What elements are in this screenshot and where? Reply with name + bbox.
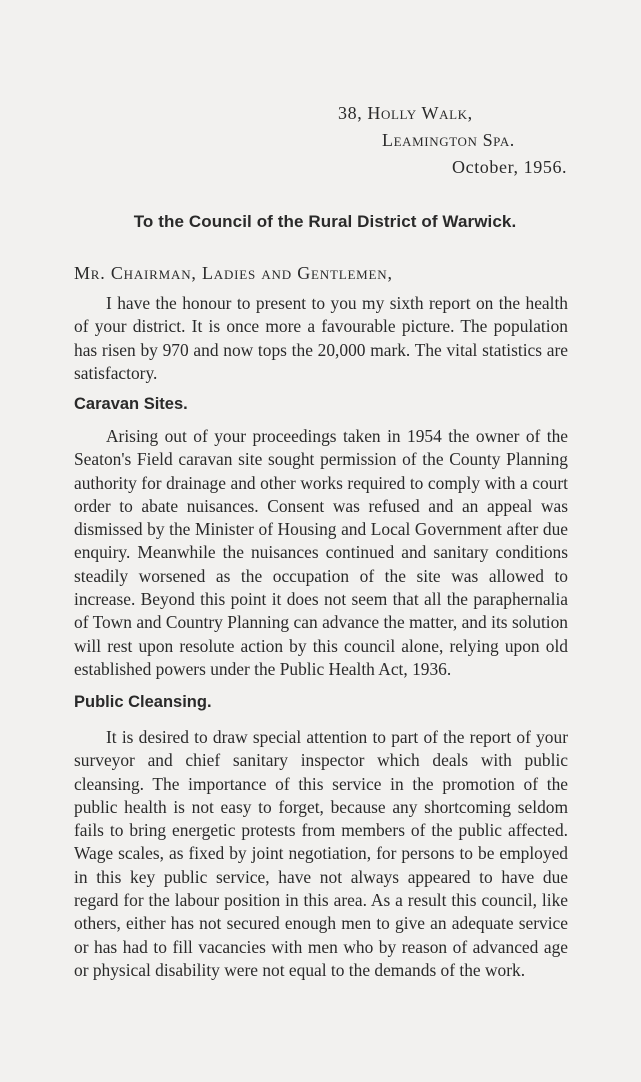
address-town: Leamington Spa. (382, 130, 515, 150)
salutation: Mr. Chairman, Ladies and Gentlemen, (74, 263, 393, 283)
intro-paragraph: I have the honour to present to you my sixth report on the health of your district. It is once more a favourable picture. The population has risen by 970 and now tops the 20,000 mark. The vital statistics are satisfactory. (74, 293, 568, 383)
address-date: October, 1956. (452, 157, 568, 177)
letter-title: To the Council of the Rural District of Warwick. (133, 212, 517, 231)
section-text-public-cleansing: It is desired to draw special attention to part of the report of your surveyor and chief sanitary inspector which deals with public cleansing. The importance of this service in the promotion of the public health is not easy to forget, because any shortcoming seldom fails to bring energetic protests from members of the public affected. Wage scales, as fixed by joint negotiation, for persons to be employed in this key public service, have not always appeared to have due regard for the labour position in this area. As a result this council, like others, either has not secured enough men to give an adequate service or has had to fill vacancies with men who by reason of advanced age or physical disability were not equal to the demands of the work. (74, 727, 568, 980)
sender-address (330, 100, 580, 181)
section-text-caravan-sites: Arising out of your proceedings taken in 1954 the owner of the Seaton's Field caravan site sought permission of the County Planning authority for drainage and other works required to comply with a court order to abate nuisances. Consent was refused and an appeal was dismissed by the Minister of Housing and Local Government after due enquiry. Meanwhile the nuisances continued and sanitary conditions steadily worsened as the occupation of the site was allowed to increase. Beyond this point it does not seem that all the paraphernalia of Town and Country Planning can advance the matter, and its solution will rest upon resolute action by this council alone, relying upon old established powers under the Public Health Act, 1936. (74, 426, 568, 679)
section-heading-caravan-sites: Caravan Sites. (74, 395, 188, 413)
section-heading-public-cleansing: Public Cleansing. (74, 693, 212, 711)
address-street: 38, Holly Walk, (338, 103, 473, 123)
